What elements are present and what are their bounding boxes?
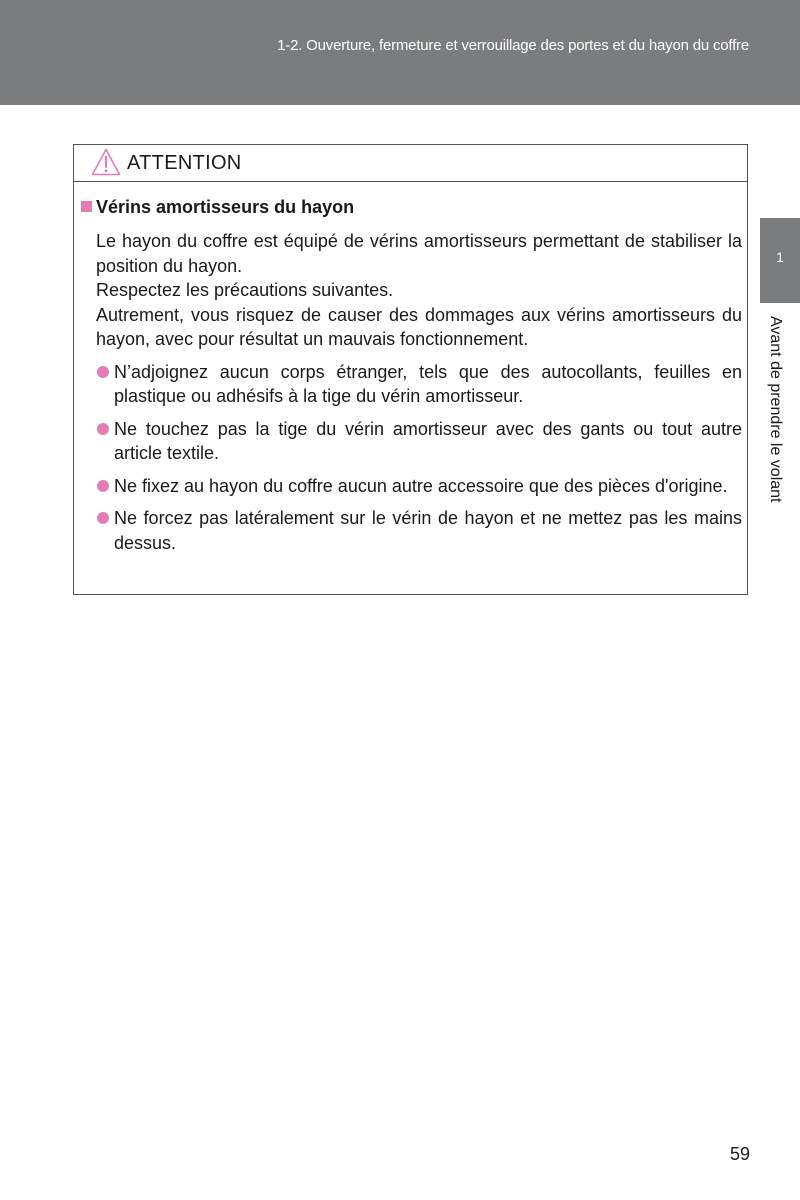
chapter-side-label: Avant de prendre le volant bbox=[767, 316, 784, 503]
paragraph: Autrement, vous risquez de causer des dommages aux vérins amortisseurs du hayon, avec pour résultat un mauvais fonctionnement. bbox=[96, 304, 742, 349]
list-item bbox=[96, 474, 742, 499]
header-band bbox=[0, 0, 800, 105]
caution-title: ATTENTION bbox=[127, 152, 242, 174]
list-item bbox=[96, 417, 742, 466]
circle-bullet-icon bbox=[97, 480, 109, 492]
chapter-tab bbox=[760, 218, 800, 303]
section-heading-text: Vérins amortisseurs du hayon bbox=[96, 197, 355, 217]
caution-header bbox=[74, 145, 747, 182]
list-item-text: Ne touchez pas la tige du vérin amortisseur avec des gants ou tout autre article textile. bbox=[114, 418, 742, 463]
paragraph: Le hayon du coffre est équipé de vérins amortisseurs permettant de stabiliser la position du hayon. bbox=[96, 231, 742, 276]
warning-triangle-icon bbox=[91, 148, 121, 176]
paragraph: Respectez les précautions suivantes. bbox=[96, 280, 394, 300]
list-item-text: Ne fixez au hayon du coffre aucun autre accessoire que des pièces d'origine. bbox=[114, 475, 728, 496]
list-item-text: Ne forcez pas latéralement sur le vérin de hayon et ne mettez pas les mains dessus. bbox=[114, 508, 742, 553]
chapter-number: 1 bbox=[776, 249, 784, 265]
page-number: 59 bbox=[729, 1144, 750, 1164]
list-item-text: N’adjoignez aucun corps étranger, tels que des autocollants, feuilles en plastique ou adhésifs à la tige du vérin amortisseur. bbox=[114, 361, 742, 406]
section-heading bbox=[81, 197, 354, 218]
square-bullet-icon bbox=[81, 201, 92, 212]
circle-bullet-icon bbox=[97, 423, 109, 435]
chapter-title: 1-2. Ouverture, fermeture et verrouillage des portes et du hayon du coffre bbox=[277, 37, 749, 54]
list-item bbox=[96, 506, 742, 555]
list-item bbox=[96, 360, 742, 409]
circle-bullet-icon bbox=[97, 512, 109, 524]
caution-box bbox=[73, 144, 748, 595]
caution-body bbox=[96, 229, 742, 563]
precaution-list bbox=[96, 360, 742, 556]
circle-bullet-icon bbox=[97, 366, 109, 378]
